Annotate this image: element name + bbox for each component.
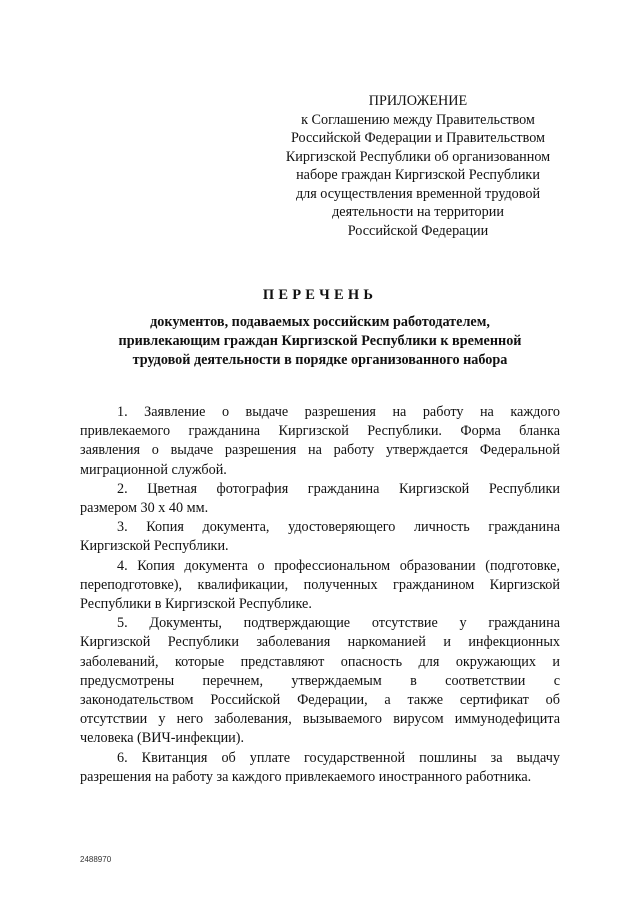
- item-line: Киргизской Республики.: [80, 538, 229, 555]
- document-code: 2488970: [80, 855, 112, 864]
- item-line: предусмотрены перечнем, утверждаемым в соответствии с: [80, 672, 560, 689]
- appendix-line: Киргизской Республики об организованном: [285, 148, 551, 165]
- subheading-line: привлекающим граждан Киргизской Республики к временной: [118, 333, 522, 349]
- item-line: привлекаемого гражданина Киргизской Республики. Форма бланка: [80, 423, 560, 440]
- document-body: [80, 403, 560, 787]
- item-line: Республики в Киргизской Республике.: [80, 596, 312, 613]
- item-line: заявления о выдаче разрешения на работу утверждается Федеральной: [80, 442, 560, 459]
- item-line: 1. Заявление о выдаче разрешения на работу на каждого: [117, 404, 560, 420]
- appendix-line: к Соглашению между Правительством: [301, 111, 535, 128]
- list-item-5: [80, 614, 560, 748]
- document-heading: ПЕРЕЧЕНЬ: [262, 287, 378, 303]
- appendix-line: деятельности на территории: [332, 204, 504, 220]
- list-item-2: [80, 480, 560, 518]
- item-line: Киргизской Республики заболевания наркоманией и инфекционных: [80, 634, 560, 651]
- item-line: 2. Цветная фотография гражданина Киргизской Республики: [117, 480, 560, 497]
- document-subheading: [70, 313, 570, 370]
- item-line: отсутствии у него заболевания, вызываемого вирусом иммунодефицита: [80, 711, 560, 728]
- list-item-6: [80, 749, 560, 787]
- item-line: заболеваний, которые представляют опасность для окружающих и: [80, 653, 560, 670]
- item-line: человека (ВИЧ-инфекции).: [80, 730, 245, 747]
- subheading-line: документов, подаваемых российским работодателем,: [150, 314, 490, 330]
- appendix-line: Российской Федерации и Правительством: [290, 130, 546, 146]
- list-item-4: [80, 557, 560, 615]
- item-line: разрешения на работу за каждого привлекаемого иностранного работника.: [80, 768, 532, 785]
- item-line: 4. Копия документа о профессиональном образовании (подготовке,: [117, 557, 560, 574]
- appendix-line: наборе граждан Киргизской Республики: [296, 167, 540, 183]
- item-line: 5. Документы, подтверждающие отсутствие у гражданина: [117, 615, 560, 632]
- appendix-line: для осуществления временной трудовой: [295, 185, 541, 202]
- item-line: переподготовке), квалификации, полученных гражданином Киргизской: [80, 576, 560, 593]
- appendix-line: Российской Федерации: [347, 222, 489, 239]
- item-line: миграционной службой.: [80, 461, 227, 478]
- appendix-title: ПРИЛОЖЕНИЕ: [368, 93, 468, 109]
- item-line: размером 30 х 40 мм.: [80, 500, 209, 517]
- item-line: 3. Копия документа, удостоверяющего личность гражданина: [117, 519, 560, 536]
- list-item-1: [80, 403, 560, 480]
- list-item-3: [80, 518, 560, 556]
- item-line: 6. Квитанция об уплате государственной пошлины за выдачу: [117, 749, 560, 766]
- item-line: законодательством Российской Федерации, а также сертификат об: [80, 692, 560, 709]
- subheading-line: трудовой деятельности в порядке организованного набора: [132, 352, 508, 368]
- appendix-block: [268, 92, 568, 240]
